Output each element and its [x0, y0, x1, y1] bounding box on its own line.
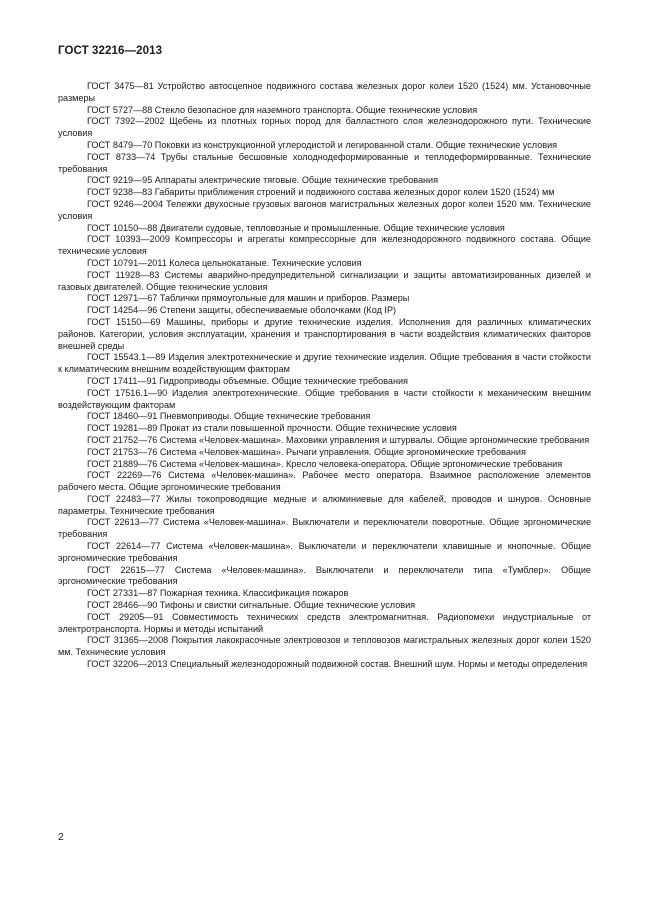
reference-item: ГОСТ 18460—91 Пневмоприводы. Общие технические требования	[87, 411, 371, 422]
reference-item: ГОСТ 5727—88 Стекло безопасное для наземного транспорта. Общие технические условия	[87, 104, 478, 115]
reference-item: ГОСТ 28466—90 Тифоны и свистки сигнальные. Общие технические условия	[87, 600, 416, 611]
reference-item: ГОСТ 15150—69 Машины, приборы и другие технические изделия. Исполнения для различных климатических районов. Категории, условия эксплуатации, хранения и транспортирования в части воздействия климатических факторов внешней среды	[58, 316, 591, 351]
reference-item: ГОСТ 10150—88 Двигатели судовые, тепловозные и промышленные. Общие технические условия	[87, 222, 505, 233]
reference-item: ГОСТ 14254—96 Степени защиты, обеспечиваемые оболочками (Код IP)	[87, 305, 397, 316]
reference-item: ГОСТ 11928—83 Системы аварийно-предупредительной сигнализации и защиты автоматизированных дизелей и газовых двигателей. Общие технические условия	[58, 269, 591, 292]
reference-item: ГОСТ 27331—87 Пожарная техника. Классификация пожаров	[87, 588, 349, 599]
reference-item: ГОСТ 32206—2013 Специальный железнодорожный подвижной состав. Внешний шум. Нормы и методы определения	[87, 659, 588, 670]
reference-item: ГОСТ 9219—95 Аппараты электрические тяговые. Общие технические требования	[87, 175, 439, 186]
reference-item: ГОСТ 17516.1—90 Изделия электротехнические. Общие требования в части стойкости к механическим внешним воздействующим факторам	[58, 387, 591, 410]
reference-item: ГОСТ 31365—2008 Покрытия лакокрасочные электровозов и тепловозов магистральных железных дорог колеи 1520 мм. Технические условия	[58, 635, 591, 658]
reference-item: ГОСТ 9246—2004 Тележки двухосные грузовых вагонов магистральных железных дорог колеи 1520 мм. Технические условия	[58, 198, 591, 221]
reference-item: ГОСТ 7392—2002 Щебень из плотных горных пород для балластного слоя железнодорожного пути. Технические условия	[58, 116, 591, 139]
reference-item: ГОСТ 9238—83 Габариты приближения строений и подвижного состава железных дорог колеи 1520 (1524) мм	[87, 187, 555, 198]
reference-item: ГОСТ 21752—76 Система «Человек-машина». Маховики управления и штурвалы. Общие эргономические требования	[87, 434, 590, 445]
reference-item: ГОСТ 21889—76 Система «Человек-машина». Кресло человека-оператора. Общие эргономические требования	[87, 458, 563, 469]
reference-item: ГОСТ 8733—74 Трубы стальные бесшовные холоднодеформированные и теплодеформированные. Технические требования	[58, 151, 591, 174]
page-number: 2	[58, 831, 64, 843]
reference-item: ГОСТ 21753—76 Система «Человек-машина». Рычаги управления. Общие эргономические требования	[87, 446, 526, 457]
reference-item: ГОСТ 22614—77 Система «Человек-машина». Выключатели и переключатели клавишные и кнопочные. Общие эргономические требования	[58, 541, 591, 563]
reference-item: ГОСТ 3475—81 Устройство автосцепное подвижного состава железных дорог колеи 1520 (1524) мм. Установочные размеры	[58, 81, 591, 103]
reference-item: ГОСТ 22613—77 Система «Человек-машина». Выключатели и переключатели поворотные. Общие эргономические требования	[58, 517, 591, 540]
reference-item: ГОСТ 17411—91 Гидроприводы объемные. Общие технические требования	[87, 375, 408, 386]
reference-item: ГОСТ 22483—77 Жилы токопроводящие медные и алюминиевые для кабелей, проводов и шнуров. Основные параметры. Технические требования	[58, 493, 591, 516]
reference-item: ГОСТ 19281—89 Прокат из стали повышенной прочности. Общие технические условия	[87, 423, 457, 434]
reference-item: ГОСТ 8479—70 Поковки из конструкционной углеродистой и легированной стали. Общие технические условия	[87, 139, 558, 150]
reference-item: ГОСТ 12971—67 Таблички прямоугольные для машин и приборов. Размеры	[87, 293, 410, 304]
normative-references-list	[58, 81, 591, 671]
reference-item: ГОСТ 10393—2009 Компрессоры и агрегаты компрессорные для железнодорожного подвижного состава. Общие технические условия	[58, 234, 591, 257]
reference-item: ГОСТ 29205—91 Совместимость технических средств электромагнитная. Радиопомехи индустриальные от электротранспорта. Нормы и методы испытаний	[58, 611, 591, 634]
document-code-header: ГОСТ 32216—2013	[58, 45, 163, 57]
reference-item: ГОСТ 22615—77 Система «Человек-машина». Выключатели и переключатели типа «Тумблер». Общие эргономические требования	[58, 564, 591, 587]
reference-item: ГОСТ 10791—2011 Колеса цельнокатаные. Технические условия	[87, 257, 362, 268]
reference-item: ГОСТ 22269—76 Система «Человек-машина». Рабочее место оператора. Взаимное расположение элементов рабочего места. Общие эргономические требования	[58, 470, 591, 493]
reference-item: ГОСТ 15543.1—89 Изделия электротехнические и другие технические изделия. Общие требования в части стойкости к климатическим внешним воздействующим факторам	[58, 352, 591, 375]
